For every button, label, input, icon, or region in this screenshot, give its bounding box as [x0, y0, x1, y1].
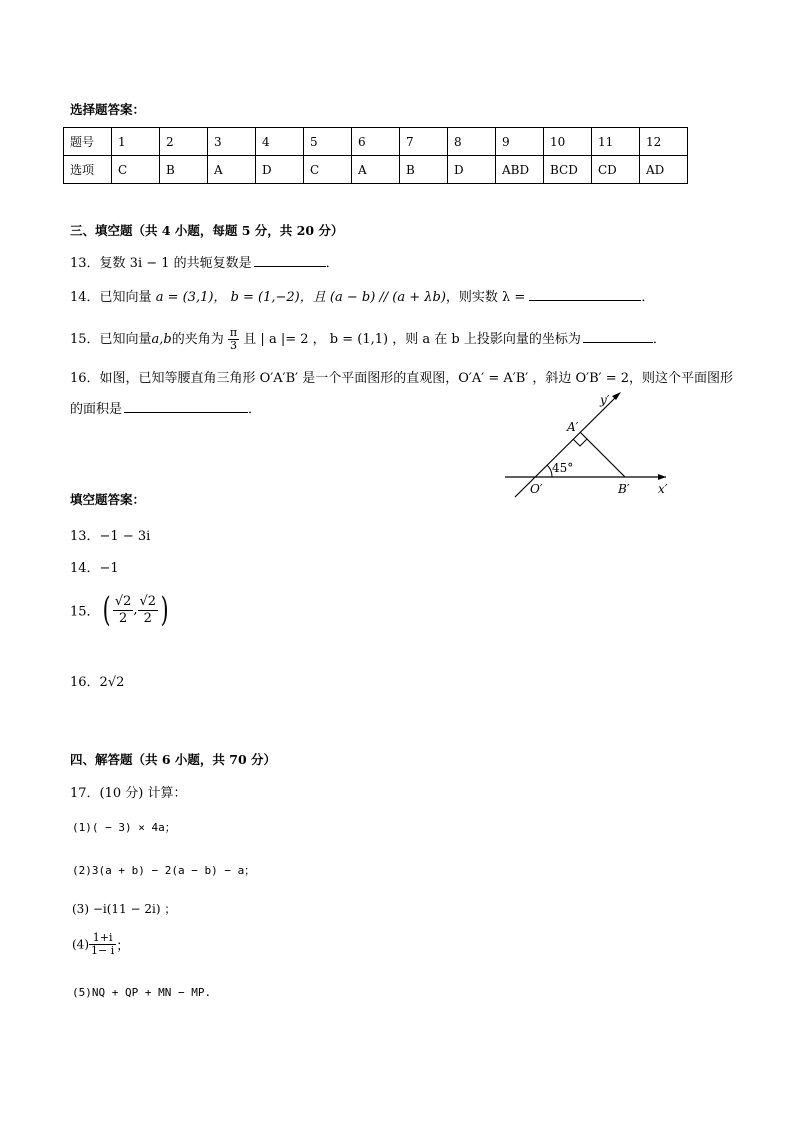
table-cell: 12: [640, 128, 688, 156]
question-15-text-d: 且 | a |= 2 ，: [243, 332, 326, 347]
period: ．: [652, 332, 666, 347]
period: ．: [248, 402, 262, 417]
question-14-text-e: ，则实数 λ =: [445, 290, 526, 305]
table-cell: D: [448, 156, 496, 184]
row-label-number: 题号: [64, 128, 112, 156]
question-15-text-c: 的夹角为: [171, 332, 224, 347]
right-angle-mark: [573, 439, 587, 446]
table-cell: ABD: [496, 156, 544, 184]
fill-answers-heading: 填空题答案：: [70, 492, 146, 507]
label-a: A′: [567, 420, 579, 434]
label-o: O′: [530, 482, 543, 496]
fraction-numerator: π: [229, 326, 238, 339]
answer-14: 14．−1: [70, 561, 119, 576]
table-cell: 4: [256, 128, 304, 156]
table-cell: 5: [304, 128, 352, 156]
problem-4: [72, 932, 129, 968]
comma: ,: [133, 602, 138, 618]
fraction-denominator: 1− i: [91, 944, 115, 957]
question-14-text-a: 14．已知向量: [70, 290, 152, 305]
question-15-text-f: a 在 b 上投影向量的坐标为: [422, 332, 581, 347]
table-cell: A: [208, 156, 256, 184]
table-cell: C: [304, 156, 352, 184]
question-16-line2: [70, 398, 261, 417]
question-17: 17．(10 分) 计算：: [70, 786, 187, 801]
answer-blank: [583, 341, 653, 343]
problem-5: (5)NQ + QP + MN − MP.: [72, 986, 212, 999]
question-13: [70, 252, 339, 271]
table-cell: 10: [544, 128, 592, 156]
question-14-vector-a: a = (3,1)，: [155, 290, 227, 305]
fraction-denominator: 2: [143, 610, 152, 626]
left-paren: (: [102, 590, 111, 630]
table-cell: AD: [640, 156, 688, 184]
fraction-pi-over-3: [228, 327, 239, 352]
label-b: B′: [618, 482, 630, 496]
table-cell: D: [256, 156, 304, 184]
fraction-numerator: √2: [114, 593, 132, 609]
table-cell: 1: [112, 128, 160, 156]
triangle-figure: [500, 388, 680, 503]
question-15-text-e: b = (1,1) ，则: [329, 332, 419, 347]
row-label-option: 选项: [64, 156, 112, 184]
question-15-text-a: 15．已知向量: [70, 332, 152, 347]
fraction-numerator: √2: [139, 593, 157, 609]
question-16-line1: 16．如图，已知等腰直角三角形 O′A′B′ 是一个平面图形的直观图，O′A′ = A′B′ ，斜边 O′B′ = 2，则这个平面图形: [70, 371, 734, 386]
answer-blank: [529, 299, 641, 301]
fraction-denominator: 3: [230, 339, 238, 352]
table-cell: BCD: [544, 156, 592, 184]
table-cell: 6: [352, 128, 400, 156]
fraction: [113, 594, 134, 627]
semicolon: ；: [116, 939, 130, 954]
question-14-condition: (a − b) // (a + λb): [329, 290, 446, 305]
problem-3: (3) −i(11 − 2i) ；: [72, 902, 177, 916]
table-cell: B: [400, 156, 448, 184]
table-cell: 8: [448, 128, 496, 156]
fraction: [89, 932, 116, 957]
table-cell: 9: [496, 128, 544, 156]
table-row-answers: [64, 156, 688, 184]
problem-2: (2)3(a + b) − 2(a − b) − a；: [72, 864, 256, 877]
section4-heading: 四、解答题（共 6 小题，共 70 分）: [70, 752, 277, 767]
table-cell: 2: [160, 128, 208, 156]
table-cell: 3: [208, 128, 256, 156]
table-cell: A: [352, 156, 400, 184]
x-axis-arrow: [658, 474, 666, 480]
problem-4-label: (4): [72, 937, 89, 952]
table-cell: 7: [400, 128, 448, 156]
table-row-numbers: [64, 128, 688, 156]
question-16-text: 的面积是: [70, 402, 123, 417]
choice-answer-table: [63, 127, 688, 184]
table-cell: C: [112, 156, 160, 184]
label-angle: 45°: [552, 461, 574, 475]
right-paren: ): [160, 590, 169, 630]
answer-blank: [254, 265, 326, 267]
label-y: y′: [600, 393, 610, 407]
question-13-text: 13．复数 3i − 1 的共轭复数是: [70, 256, 252, 271]
label-x: x′: [658, 482, 668, 496]
answer-15-label: 15．: [70, 604, 100, 620]
answer-15: [70, 590, 171, 641]
table-cell: 11: [592, 128, 640, 156]
fraction: [138, 594, 159, 627]
fraction-denominator: 2: [118, 610, 128, 626]
period: ．: [325, 256, 339, 271]
problem-1: (1)( − 3) × 4a；: [72, 821, 176, 834]
period: ．: [641, 290, 655, 305]
fraction-numerator: 1+i: [89, 932, 116, 945]
question-15: [70, 327, 666, 352]
question-14: [70, 286, 654, 305]
table-cell: B: [160, 156, 208, 184]
question-14-vector-b: b = (1,−2)，且: [230, 290, 326, 305]
answer-blank: [124, 411, 248, 413]
answer-13: 13．−1 − 3i: [70, 529, 151, 544]
choice-answers-heading: 选择题答案：: [70, 102, 146, 117]
answer-16: 16．2√2: [70, 675, 125, 690]
section3-heading: 三、填空题（共 4 小题，每题 5 分，共 20 分）: [70, 223, 344, 238]
question-15-vectors: a,b: [151, 332, 172, 347]
table-cell: CD: [592, 156, 640, 184]
